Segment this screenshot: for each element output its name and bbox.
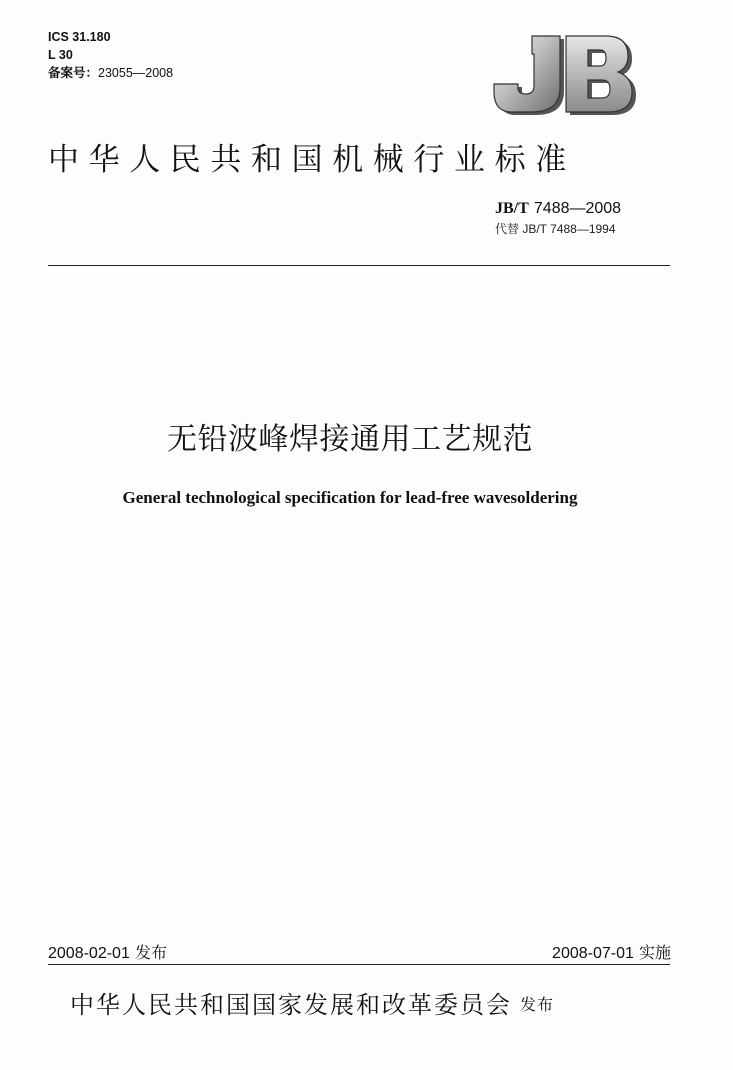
publisher-label: 发布 [520,995,555,1014]
document-title-english: General technological specification for lead-free wavesoldering [122,488,578,507]
document-title-chinese: 无铅波峰焊接通用工艺规范 [167,422,533,457]
implementation-label: 实施 [638,943,671,962]
implementation-date [552,940,671,963]
implementation-date-value: 2008-07-01 [552,945,634,962]
bottom-divider [48,964,670,965]
standard-code: JB/T [495,200,529,217]
issue-date-value: 2008-02-01 [48,945,130,962]
record-number: 备案号：23055—2008 [48,66,174,80]
top-divider [48,265,670,266]
standard-number [495,198,621,218]
publisher-name: 中华人民共和国国家发展和改革委员会 [70,991,512,1019]
ccs-code: L 30 [48,48,73,62]
jb-logo [488,30,638,116]
replaces-note: 代替 JB/T 7488—1994 [495,222,616,236]
issue-label: 发布 [134,943,167,962]
standard-number-value: 7488—2008 [533,200,622,217]
ics-code: ICS 31.180 [48,30,111,44]
issue-date [48,940,167,963]
standard-category-title: 中华人民共和国机械行业标准 [48,142,576,178]
classification-block [48,28,173,82]
publisher [70,985,554,1020]
